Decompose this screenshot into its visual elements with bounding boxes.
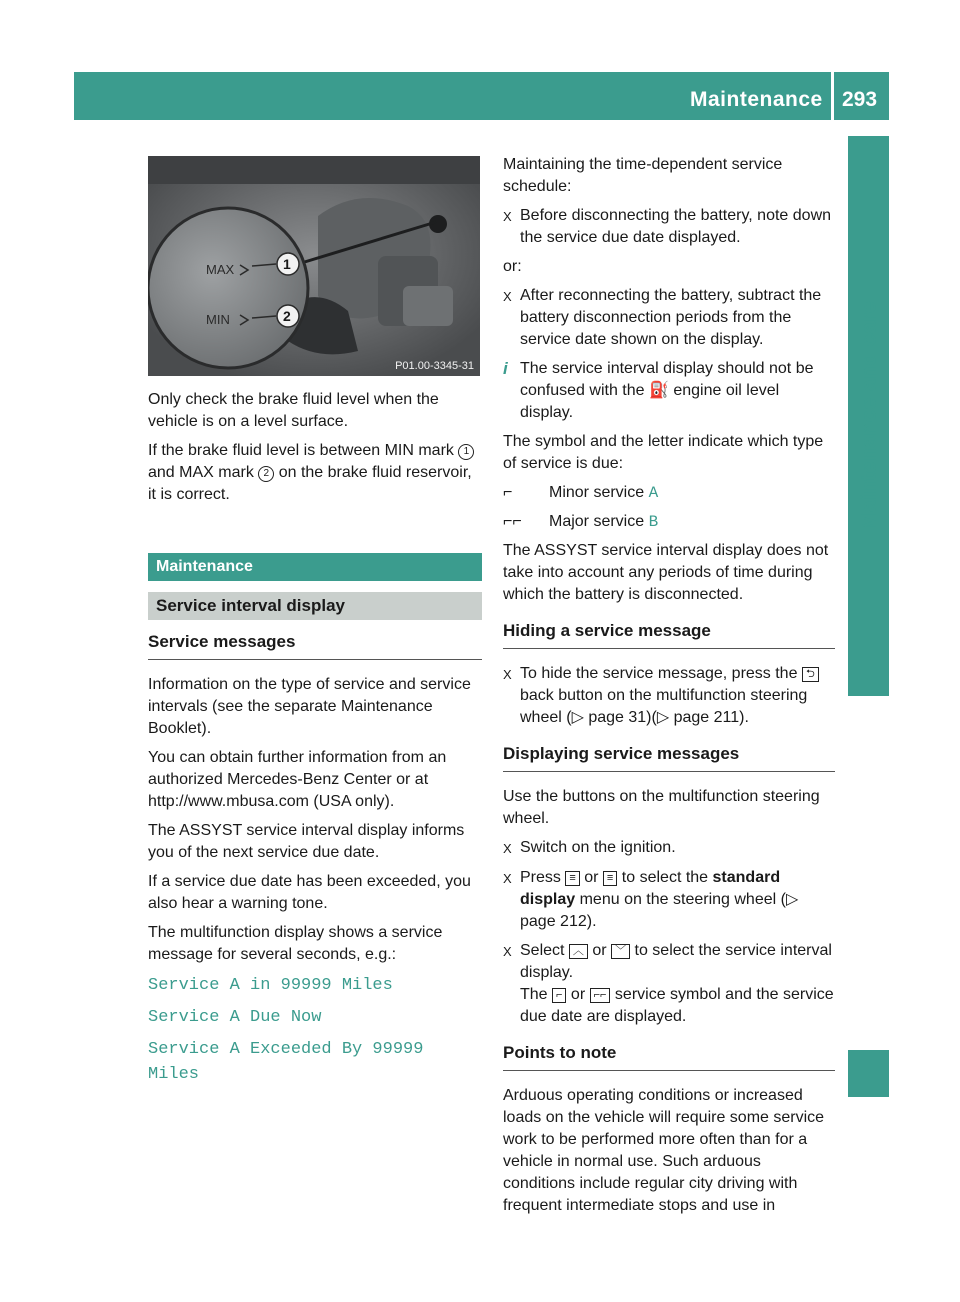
page-back-button-icon: ≡	[603, 871, 617, 886]
header-separator	[831, 72, 834, 120]
service-letter: B	[648, 513, 659, 531]
min-mark-label: MIN	[206, 312, 230, 327]
info-icon: i	[503, 359, 508, 378]
text: or	[592, 942, 607, 959]
paragraph: Only check the brake fluid level when the vehicle is on a level surface.	[148, 391, 439, 430]
menu-name: standard display	[520, 869, 781, 908]
display-message: Service A Exceeded By 99999 Miles	[148, 1040, 424, 1084]
display-message: Service A Due Now	[148, 1008, 322, 1027]
step-text: Switch on the ignition.	[520, 839, 676, 856]
callout-1-number: 1	[283, 256, 291, 272]
heading-points-to-note: Points to note	[503, 1042, 835, 1071]
double-wrench-icon: ⌐⌐	[503, 513, 522, 530]
text: The	[520, 986, 548, 1003]
step-text	[520, 867, 835, 933]
heading-service-messages: Service messages	[148, 631, 482, 660]
step-text: After reconnecting the battery, subtract the battery disconnection periods from the service date shown on the display.	[520, 287, 822, 348]
instruction-step	[503, 867, 835, 933]
text: to select the	[621, 869, 709, 886]
text: back button on the multifunction steering wheel (▷ page 31)(▷ page 211).	[520, 687, 808, 726]
step-marker-icon: X	[503, 944, 512, 959]
text: Press	[520, 869, 561, 886]
paragraph: The symbol and the letter indicate which type of service is due:	[503, 433, 824, 472]
chapter-tab-label: Maintenance and care	[856, 301, 881, 531]
max-mark-label: MAX	[206, 262, 235, 277]
text: The service interval display should not be confused with the	[520, 360, 814, 399]
brake-fluid-reservoir-figure	[148, 156, 480, 376]
page-number: 293	[842, 88, 878, 111]
text: Select	[520, 942, 565, 959]
service-type-label: Minor service	[549, 484, 645, 501]
instruction-step	[503, 205, 835, 249]
left-column	[148, 389, 482, 1094]
text: To hide the service message, press the	[520, 665, 798, 682]
paragraph: You can obtain further information from an authorized Mercedes-Benz Center or at http://www.mbusa.com (USA only).	[148, 749, 447, 810]
step-text	[520, 663, 835, 729]
wrench-icon: ⌐	[503, 484, 513, 501]
text: or	[584, 869, 599, 886]
paragraph-fluid-level	[148, 440, 482, 506]
info-text	[520, 358, 835, 424]
right-column	[503, 154, 835, 1224]
page-forward-button-icon: ≡	[565, 871, 579, 886]
engine-bay-illustration	[148, 156, 480, 376]
instruction-step	[503, 837, 835, 860]
text: service symbol and the service due date are displayed.	[520, 986, 834, 1025]
instruction-step	[503, 663, 835, 729]
up-button-icon: ︿	[569, 944, 588, 959]
text: or	[570, 986, 586, 1003]
step-marker-icon: X	[503, 289, 512, 304]
text: menu on the steering wheel (▷ page 212).	[520, 891, 799, 930]
paragraph: Information on the type of service and service intervals (see the separate Maintenance Booklet).	[148, 676, 471, 737]
callout-2-ref: 2	[258, 466, 274, 482]
heading-hiding-service-message: Hiding a service message	[503, 620, 835, 649]
step-text	[520, 940, 835, 1028]
double-wrench-icon: ⌐⌐	[590, 988, 611, 1003]
step-marker-icon: X	[503, 667, 512, 682]
section-bar-service-interval: Service interval display	[148, 592, 482, 620]
paragraph: Arduous operating conditions or increased loads on the vehicle will require some service work to be performed more often than for a vehicle in normal use. Such arduous conditions include regular city driving with frequent intermediate stops and use in	[503, 1087, 825, 1214]
step-marker-icon: X	[503, 841, 512, 856]
service-letter: A	[648, 484, 659, 502]
oil-level-icon: ⛽	[648, 382, 669, 399]
text: If the brake fluid level is between MIN mark	[148, 442, 454, 459]
text: engine oil level display.	[520, 382, 780, 421]
text: and MAX mark	[148, 464, 254, 481]
instruction-step	[503, 285, 835, 351]
chapter-tab-marker	[848, 1050, 889, 1097]
service-type-major	[503, 511, 835, 533]
display-message: Service A in 99999 Miles	[148, 976, 393, 995]
wrench-icon: ⌐	[552, 988, 566, 1003]
paragraph: The ASSYST service interval display does not take into account any periods of time during which the battery is disconnected.	[503, 542, 829, 603]
page-header-title: Maintenance	[690, 88, 823, 111]
paragraph: The multifunction display shows a service message for several seconds, e.g.:	[148, 924, 443, 963]
callout-2-number: 2	[283, 308, 291, 324]
back-button-icon: ⮌	[802, 667, 819, 682]
text: to select the service interval display.	[520, 942, 832, 981]
paragraph: Use the buttons on the multifunction steering wheel.	[503, 788, 820, 827]
service-type-label: Major service	[549, 513, 645, 530]
down-button-icon: ﹀	[611, 944, 630, 959]
heading-displaying-service-messages: Displaying service messages	[503, 743, 835, 772]
paragraph-or: or:	[503, 258, 522, 275]
figure-code: P01.00-3345-31	[395, 360, 474, 372]
instruction-step	[503, 940, 835, 1028]
info-note	[503, 358, 835, 424]
step-marker-icon: X	[503, 871, 512, 886]
step-marker-icon: X	[503, 209, 512, 224]
service-type-minor	[503, 482, 835, 504]
callout-1-ref: 1	[458, 444, 474, 460]
section-bar-maintenance: Maintenance	[148, 553, 482, 581]
text: on the brake fluid reservoir, it is correct.	[148, 464, 472, 503]
paragraph: If a service due date has been exceeded, you also hear a warning tone.	[148, 873, 471, 912]
step-text: Before disconnecting the battery, note down the service due date displayed.	[520, 207, 832, 246]
paragraph: The ASSYST service interval display informs you of the next service due date.	[148, 822, 465, 861]
paragraph: Maintaining the time-dependent service schedule:	[503, 156, 783, 195]
